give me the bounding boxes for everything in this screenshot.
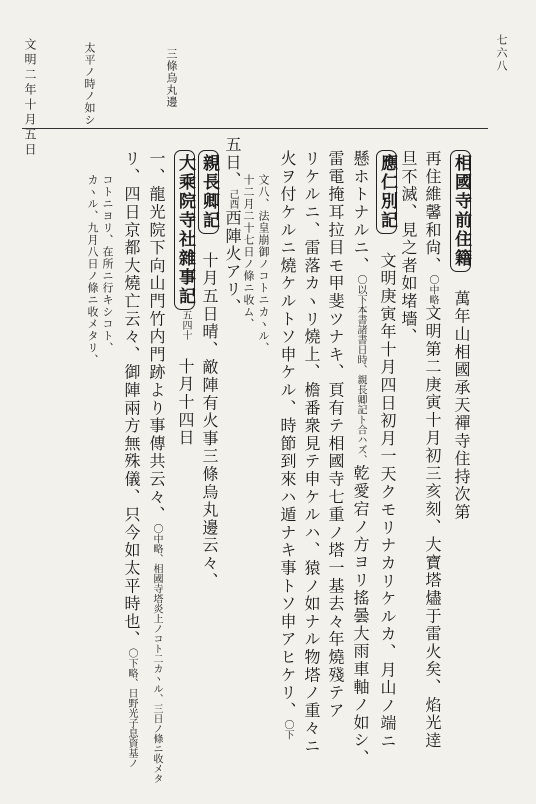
text-column xyxy=(376,150,397,750)
text-column xyxy=(424,150,440,750)
text-column xyxy=(327,150,343,720)
page-number: 七六八 xyxy=(495,34,508,73)
source-title: 大乘院寺社雜事記 xyxy=(174,150,195,310)
text-column xyxy=(303,150,319,755)
margin-note: 三條烏丸邊 xyxy=(165,48,178,108)
text-column xyxy=(87,174,98,366)
text-column xyxy=(123,150,139,768)
text-column xyxy=(224,136,240,316)
text-column xyxy=(148,150,164,784)
body-text: 懸ホトナルニ、 xyxy=(351,150,370,275)
body-text: 雷電掩耳拉目モ甲斐ツナキ、頁有テ相國寺七重ノ塔一基去々年燒殘テア xyxy=(326,150,345,720)
text-column xyxy=(243,174,254,330)
text-column xyxy=(450,150,471,521)
text-column xyxy=(174,150,195,447)
body-text: リケルニ、雷落カヽリ燒上、檐番衆見テ申ケルハ、猿ノ如ナル物塔ノ重々ニ xyxy=(302,150,321,756)
margin-note: 太平ノ時ノ如シ xyxy=(83,42,96,126)
annotation: 己酉 xyxy=(227,189,238,210)
note-text: 文八、法皇崩御ノコトニカヽル、 xyxy=(257,174,270,354)
body-text: 十月五日晴、敵陣有火事三條烏丸邊云々、 xyxy=(200,234,219,590)
note-text: 十二月二十七日ノ條ニ收ム、 xyxy=(242,174,255,330)
annotation: 〇下略、日野光子息資基ノ xyxy=(126,648,137,769)
text-column xyxy=(400,150,416,346)
body-text: リ、四日京都大燒亡云々、御陣兩方無殊儀、只今如太平時也、 xyxy=(122,150,141,649)
body-text: 乾愛宕ノ方ヨリ搖曇大雨車軸ノ如シ、 xyxy=(351,464,370,768)
body-text: 文明第二庚寅十月初三亥刻、大寶塔燼于雷火矣、焰光逹 xyxy=(423,304,442,750)
body-text: 文明庚寅年十月四日初月一天クモリナカリケルカ、月山ノ端ニ xyxy=(378,234,397,751)
running-head: 文明二年十月五日 xyxy=(23,38,37,158)
body-text: 十月十四日 xyxy=(176,340,195,447)
text-column xyxy=(279,150,295,740)
body-text: 火ヲ付ケルニ燒ケルトソ申ケル、時節到來ハ遁ナキ事トソ申アヒケリ、 xyxy=(278,150,297,720)
body-text: 旦不滅、見之者如堵墻、 xyxy=(399,150,418,346)
source-title: 親長卿記 xyxy=(198,150,219,234)
body-text: 西陣火アリ、 xyxy=(223,209,242,317)
note-text: コトニヨリ、在所ニ行キシコト、 xyxy=(101,174,114,354)
annotation: 〇以下本書諸書日時、親長卿記ト合ハズ、 xyxy=(355,274,366,465)
annotation: 〇中略 xyxy=(427,274,438,305)
body-text: 一、龍光院下向山門竹内門跡より事傳共云々、 xyxy=(147,150,166,524)
body-text: 五日、 xyxy=(223,136,242,190)
body-text: 再住維馨和尙、 xyxy=(423,150,442,275)
annotation: 〇中略、相國寺塔炎上ノコト二カヽル、三日ノ條ニ收メタ xyxy=(151,523,162,784)
text-column xyxy=(102,174,113,354)
annotation: 〇下 xyxy=(282,719,293,740)
header-rule xyxy=(22,128,488,129)
text-column xyxy=(258,174,269,354)
annotation: 五四十 xyxy=(180,310,191,340)
source-title: 相國寺前住籍 xyxy=(450,150,471,272)
source-title: 應仁別記 xyxy=(376,150,397,234)
body-text: 萬年山相國承天禪寺住持次第 xyxy=(452,272,471,522)
text-column xyxy=(352,150,368,767)
text-column xyxy=(198,150,219,590)
note-text: カヽル、九月八日ノ條ニ收メタリ、 xyxy=(86,174,99,366)
